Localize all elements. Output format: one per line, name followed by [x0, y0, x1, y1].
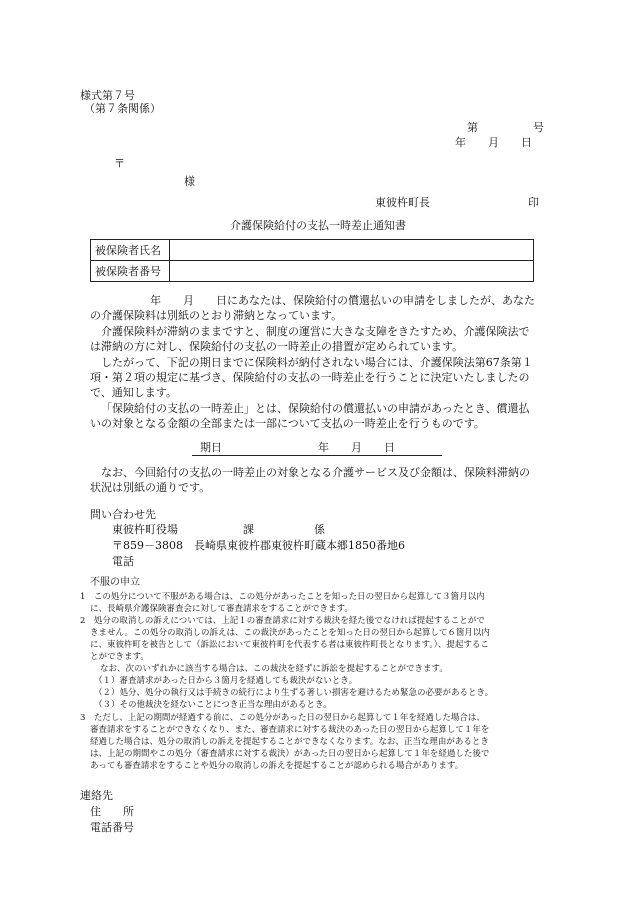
contact-section: 係: [314, 523, 325, 536]
contact-phone: 電話: [112, 555, 134, 568]
footer-contact-heading: 連絡先: [80, 789, 113, 802]
paragraph-3-line-1: したがって、下記の期日までに保険料が納付されない場合には、介護保険法第67条第１: [101, 356, 533, 369]
paragraph-2-line-1: 介護保険料が滞納のままですと、制度の運営に大きな支障をきたすため、介護保険法で: [101, 325, 530, 338]
paragraph-3-line-2: 項・第２項の規定に基づき、保険給付の支払の一時差止を行うことに決定いたしましたの: [90, 371, 530, 384]
form-number: 様式第７号: [80, 89, 135, 102]
appeal-heading: 不服の申立: [90, 577, 140, 588]
paragraph-5-line-1: なお、今回給付の支払の一時差止の対象となる介護サービス及び金額は、保険料滞納の: [101, 466, 530, 479]
appeal-line: とができます。: [90, 652, 149, 662]
insured-name-label: 被保険者氏名: [91, 240, 170, 261]
appeal-line: 3 ただし、上記の期間が経過する前に、この処分があった日の翌日から起算して１年を経過した場合は、: [80, 713, 485, 723]
paragraph-4-line-2: いの対象となる金額の全部または一部について支払の一時差止を行うものです。: [90, 417, 485, 430]
paragraph-4-line-1: 「保険給付の支払の一時差止」とは、保険給付の償還払いの申請があったとき、償還払: [101, 402, 530, 415]
table-row: [91, 240, 534, 261]
contact-address: 〒859－3808 長崎県東彼杵郡東彼杵町蔵本郷1850番地6: [112, 539, 405, 552]
paragraph-1-line-2: の介護保険料は別紙のとおり滞納となっています。: [90, 309, 343, 322]
appeal-line: は、上記の期間やこの処分（審査請求に対する裁決）があった日の翌日から起算して１年を経過した後で: [90, 749, 490, 759]
document-title: 介護保険給付の支払一時差止通知書: [230, 219, 406, 232]
insured-number-label: 被保険者番号: [91, 261, 170, 282]
appeal-line: きません。この処分の取消しの訴えは、この裁決があったことを知った日の翌日から起算して６箇月以内: [90, 628, 490, 638]
appeal-line: 経過した場合は、処分の取消しの訴えを提起することができなくなります。なお、正当な理由があるとき: [90, 737, 489, 747]
seal-mark: 印: [528, 196, 539, 209]
recipient-honorific: 様: [184, 175, 195, 188]
postal-mark: 〒: [114, 157, 125, 170]
appeal-line: に、長崎県介護保険審査会に対して審査請求をすることができます。: [90, 604, 353, 614]
issue-date: 年 月 日: [455, 136, 532, 149]
appeal-line: なお、次のいずれかに該当する場合は、この裁決を経ずに訴訟を提起することができます。: [100, 664, 448, 674]
deadline-underline: [192, 455, 442, 456]
appeal-line: （２）処分、処分の執行又は手続きの続行により生ずる著しい損害を避けるため緊急の必要があるとき。: [94, 688, 494, 698]
article-reference: （第７条関係）: [84, 102, 161, 115]
paragraph-1-line-1: 年 月 日にあなたは、保険給付の償還払いの申請をしましたが、あなた: [150, 294, 535, 307]
paragraph-2-line-2: は滞納の方に対し、保険給付の支払の一時差止の措置が定められています。: [90, 340, 464, 353]
table-row: [91, 261, 534, 282]
footer-phone-label: 電話番号: [90, 821, 134, 834]
appeal-line: （１）審査請求があった日から３箇月を経過しても裁決がないとき。: [94, 676, 358, 686]
appeal-line: 2 処分の取消しの訴えについては、上記１の審査請求に対する裁決を経た後でなければ提起することがで: [80, 616, 485, 626]
deadline-label: 期日: [200, 441, 222, 454]
appeal-line: に、東彼杵町を被告として（訴訟において東彼杵町を代表する者は東彼杵町長となります。）、提起するこ: [90, 640, 489, 650]
contact-department: 課: [243, 523, 254, 536]
insured-name-value: [170, 240, 534, 261]
paragraph-5-line-2: 状況は別紙の通りです。: [90, 481, 211, 494]
footer-address-label: 住 所: [90, 805, 134, 818]
document-number: 第 号: [467, 121, 544, 134]
appeal-line: 審査請求をすることができなくなり、また、審査請求に対する裁決のあった日の翌日から起算して１年を: [90, 725, 490, 735]
appeal-line: （３）その他裁決を経ないことにつき正当な理由があるとき。: [94, 700, 332, 710]
paragraph-3-line-3: で、通知します。: [90, 386, 177, 399]
contact-heading: 問い合わせ先: [90, 508, 156, 521]
contact-office: 東彼杵町役場: [112, 523, 178, 536]
insured-info-table: [90, 239, 534, 282]
deadline-date: 年 月 日: [318, 441, 395, 454]
appeal-line: あっても審査請求をすることや処分の取消しの訴えを提起することが認められる場合があります。: [90, 761, 464, 771]
issuer-name: 東彼杵町長: [375, 196, 430, 209]
insured-number-value: [170, 261, 534, 282]
appeal-line: 1 この処分について不服がある場合は、この処分があったことを知った日の翌日から起算して３箇月以内: [80, 592, 485, 602]
